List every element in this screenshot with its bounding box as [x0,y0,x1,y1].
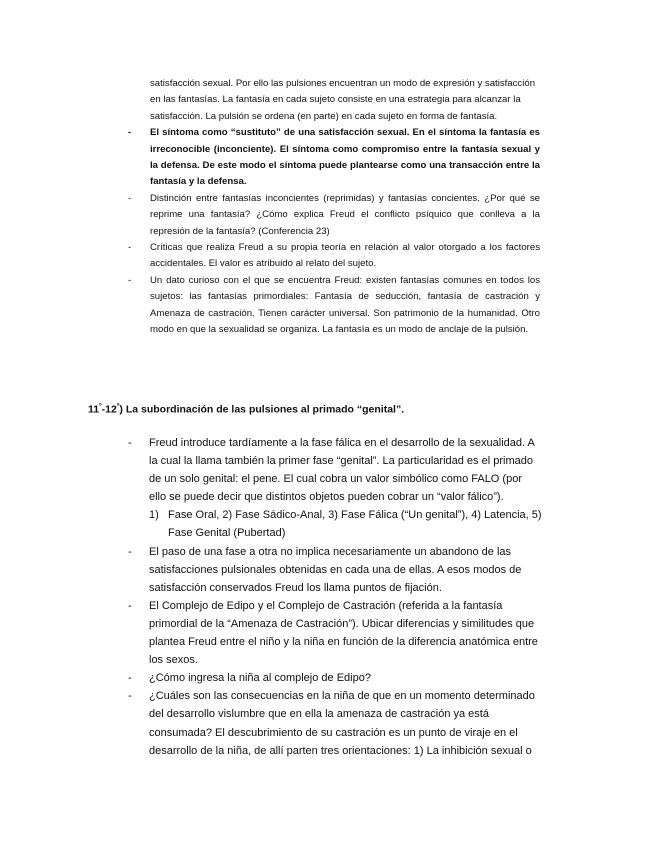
continuation-paragraph: satisfacción sexual. Por ello las pulsiones encuentran un modo de expresión y satisfacción en las fantasías. La fantasía en cada sujeto consiste en una estrategia para alcanzar la satisfacción. La pulsión se ordena (en parte) en cada sujeto en forma de fantasía. [150,78,536,122]
section-fantasias [128,76,540,339]
list-item: - El Complejo de Edipo y el Complejo de Castración (referida a la fantasía primordial de la “Amenaza de Castración”). Ubicar diferencias y similitudes que plantea Freud entre el niño y la niña en función de la diferencia anatómica entre los sexos. [128,597,542,669]
bullet-list [128,434,542,506]
section-heading: $11^º-12^º$) La subordinación de las pulsiones al primado “genital”. [88,403,405,416]
list-item: - El paso de una fase a otra no implica necesariamente un abandono de las satisfacciones pulsionales obtenidas en cada una de ellas. A esos modos de satisfacción conservados Freud los llama puntos de fijación. [128,543,542,597]
bullet-dash: - [128,545,132,558]
bullet-dash: - [128,437,132,449]
bullet-dash: - [128,127,132,139]
bullet-dash: - [128,690,132,703]
bullet-dash: - [128,192,132,204]
bullet-dash: - [128,599,132,612]
list-item: - Distinción entre fantasías inconcientes (reprimidas) y fantasías concientes. ¿Por qué se reprime una fantasía? ¿Cómo explica Freud el conflicto psíquico que conlleva a la represión de la fantasía? (Conferencia 23) [128,192,540,237]
item-number: 1) [149,509,159,522]
bullet-list [128,125,540,338]
bullet-list [128,543,542,760]
list-item: - El síntoma como “sustituto” de una satisfacción sexual. En el síntoma la fantasía es irreconocible (inconciente). El síntoma como compromiso entre la fantasía sexual y la defensa. De este modo el síntoma puede plantearse como una transacción entre la fantasía y la defensa. [128,127,540,188]
section-primado-genital [128,434,542,760]
list-item: - Críticas que realiza Freud a su propia teoría en relación al valor otorgado a los factores accidentales. El valor es atribuido al relato del sujeto. [128,242,540,270]
bullet-dash: - [128,274,132,286]
list-item: - ¿Cómo ingresa la niña al complejo de Edipo? [128,669,542,687]
list-item: - Un dato curioso con el que se encuentra Freud: existen fantasías comunes en todos los sujetos: las fantasías primordiales: Fantasía de seducción, fantasía de castración y Amenaza de castración. Tienen carácter universal. Son patrimonio de la humanidad. Otro modo en que la sexualidad se organiza. La fantasía es un modo de anclaje de la pulsión. [128,274,540,336]
bullet-dash: - [128,672,132,685]
bullet-dash: - [128,242,132,254]
list-item: - Freud introduce tardíamente a la fase fálica en el desarrollo de la sexualidad. A la cual la llama también la primer fase “genital”. La particularidad es el primado de un solo genital: el pene. El cual cobra un valor simbólico como FALO (por ello se puede decir que distintos objetos pueden cobrar un “valor fálico”). [128,434,542,506]
numbered-item: 1) Fase Oral, 2) Fase Sádico-Anal, 3) Fase Fálica (“Un genital”), 4) Latencia, 5) Fase Genital (Pubertad) [128,506,542,542]
list-item: - ¿Cuáles son las consecuencias en la niña de que en un momento determinado del desarrollo vislumbre que en ella la amenaza de castración ya está consumada? El descubrimiento de su castración es un punto de viraje en el desarrollo de la niña, de allí parten tres orientaciones: 1) La inhibición sexual o [128,687,542,759]
